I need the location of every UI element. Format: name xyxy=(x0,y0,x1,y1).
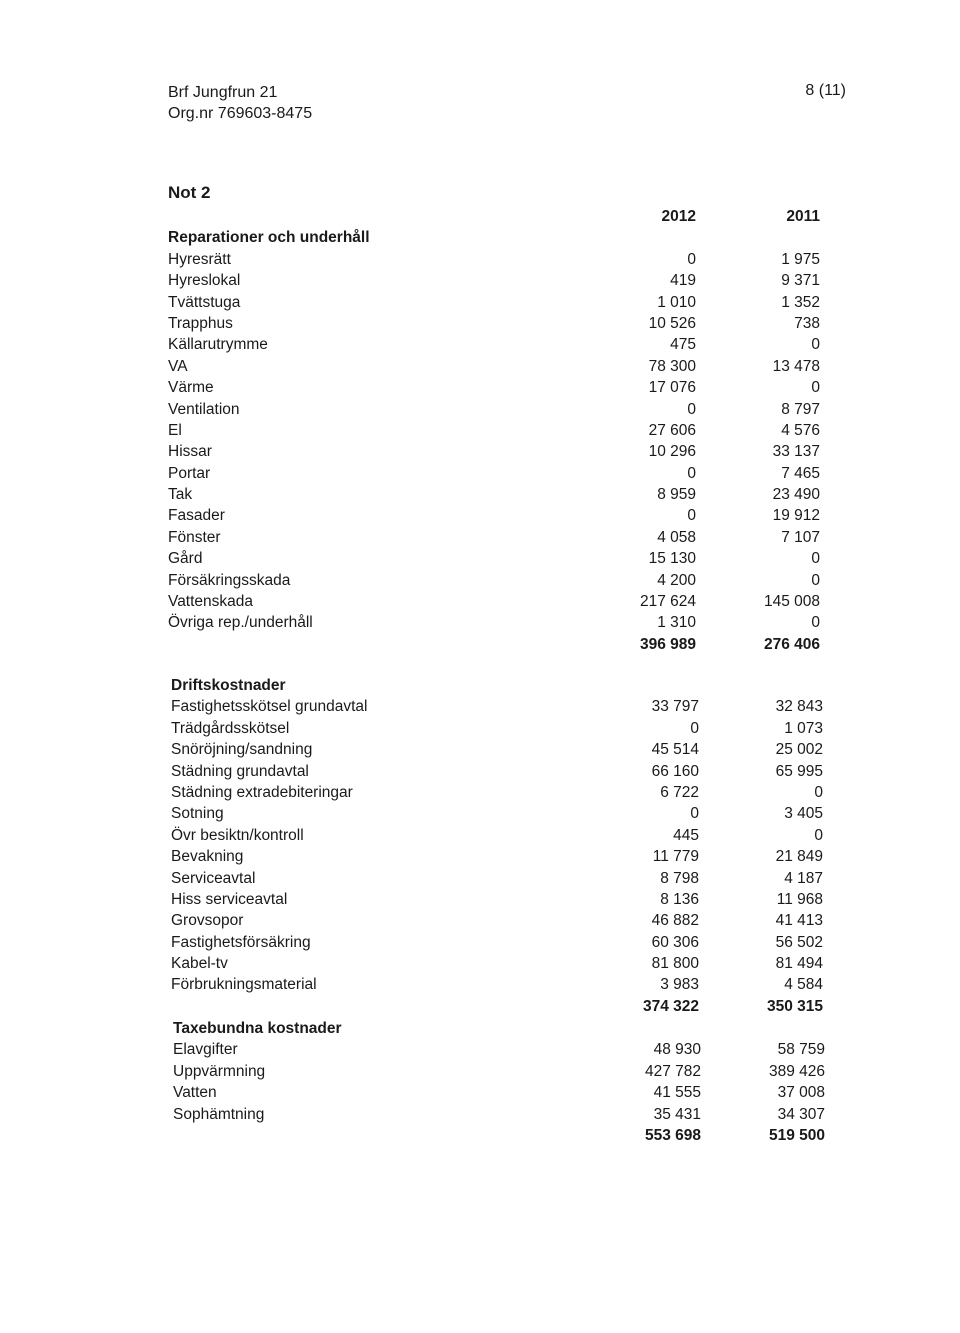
table-row xyxy=(171,825,831,846)
row-label: Snöröjning/sandning xyxy=(171,741,313,759)
value-2011: 32 843 xyxy=(775,698,823,716)
table-row xyxy=(173,1039,833,1060)
row-label: Trädgårdsskötsel xyxy=(171,719,290,737)
row-label: Tak xyxy=(168,486,193,504)
value-2011: 23 490 xyxy=(772,486,820,504)
row-label: Försäkringsskada xyxy=(168,571,291,589)
value-2011: 41 413 xyxy=(775,912,823,930)
table-row xyxy=(173,1104,833,1125)
value-2011: 7 465 xyxy=(781,464,820,482)
table-row xyxy=(168,484,828,505)
repairs-rows xyxy=(168,249,828,634)
total-2011: 276 406 xyxy=(763,635,820,653)
row-label: Sophämtning xyxy=(173,1105,265,1123)
value-2011: 0 xyxy=(814,826,823,844)
value-2012: 60 306 xyxy=(651,933,699,951)
value-2012: 27 606 xyxy=(648,421,696,439)
value-2012: 48 930 xyxy=(653,1041,701,1059)
table-row xyxy=(171,910,831,931)
value-2012: 475 xyxy=(670,336,696,354)
value-2012: 3 983 xyxy=(660,976,699,994)
value-2011: 0 xyxy=(814,783,823,801)
value-2011: 11 968 xyxy=(776,890,823,908)
value-2011: 1 975 xyxy=(781,250,820,268)
value-2012: 0 xyxy=(687,464,696,482)
row-label: Bevakning xyxy=(171,848,244,866)
value-2012: 41 555 xyxy=(653,1084,701,1102)
table-row xyxy=(168,356,828,377)
row-label: Vatten xyxy=(173,1084,217,1102)
repairs-section xyxy=(168,206,828,655)
value-2011: 56 502 xyxy=(775,933,823,951)
total-2011: 350 315 xyxy=(766,997,823,1015)
value-2012: 445 xyxy=(673,826,699,844)
value-2012: 78 300 xyxy=(648,357,696,375)
value-2011: 3 405 xyxy=(784,805,823,823)
table-row xyxy=(171,803,831,824)
row-label: VA xyxy=(168,357,188,375)
value-2011: 1 073 xyxy=(784,719,823,737)
value-2011: 4 187 xyxy=(784,869,823,887)
value-2011: 4 584 xyxy=(784,976,823,994)
row-label: Hyreslokal xyxy=(168,272,241,290)
total-row xyxy=(168,634,828,655)
row-label: Kabel-tv xyxy=(171,955,228,973)
table-row xyxy=(168,334,828,355)
row-label: Grovsopor xyxy=(171,912,244,930)
value-2012: 8 136 xyxy=(660,890,699,908)
value-2012: 427 782 xyxy=(644,1062,701,1080)
row-label: Fastighetsskötsel grundavtal xyxy=(171,698,368,716)
table-row xyxy=(171,782,831,803)
value-2011: 81 494 xyxy=(775,955,823,973)
section-title xyxy=(173,1018,833,1039)
section-title-label: Reparationer och underhåll xyxy=(168,229,370,247)
value-2011: 7 107 xyxy=(781,528,820,546)
table-row xyxy=(168,463,828,484)
table-row xyxy=(168,270,828,291)
row-label: Vattenskada xyxy=(168,593,254,611)
table-row xyxy=(168,527,828,548)
row-label: Trapphus xyxy=(168,314,233,332)
value-2011: 13 478 xyxy=(772,357,820,375)
table-row xyxy=(171,932,831,953)
table-row xyxy=(168,505,828,526)
page-header xyxy=(168,82,312,124)
table-row xyxy=(171,718,831,739)
table-row xyxy=(168,399,828,420)
table-row xyxy=(171,974,831,995)
value-2011: 21 849 xyxy=(775,848,823,866)
row-label: Hiss serviceavtal xyxy=(171,890,288,908)
value-2011: 738 xyxy=(794,314,820,332)
taxes-rows xyxy=(173,1039,833,1125)
table-row xyxy=(168,377,828,398)
value-2012: 1 310 xyxy=(657,614,696,632)
row-label: El xyxy=(168,421,182,439)
value-2011: 0 xyxy=(811,336,820,354)
value-2012: 46 882 xyxy=(651,912,699,930)
table-row xyxy=(171,846,831,867)
value-2012: 0 xyxy=(690,719,699,737)
table-row xyxy=(168,292,828,313)
value-2012: 0 xyxy=(687,507,696,525)
total-2012: 396 989 xyxy=(639,635,696,653)
row-label: Källarutrymme xyxy=(168,336,268,354)
table-row xyxy=(168,548,828,569)
value-2011: 19 912 xyxy=(772,507,820,525)
table-row xyxy=(168,612,828,633)
total-2011: 519 500 xyxy=(768,1126,825,1144)
row-label: Elavgifter xyxy=(173,1041,238,1059)
year-header-row xyxy=(168,206,828,227)
note-title: Not 2 xyxy=(168,183,211,202)
row-label: Övriga rep./underhåll xyxy=(168,614,313,632)
value-2012: 11 779 xyxy=(652,848,699,866)
total-2012: 553 698 xyxy=(644,1126,701,1144)
table-row xyxy=(168,313,828,334)
row-label: Hyresrätt xyxy=(168,250,231,268)
table-row xyxy=(171,739,831,760)
value-2011: 389 426 xyxy=(768,1062,825,1080)
value-2011: 0 xyxy=(811,550,820,568)
value-2011: 4 576 xyxy=(781,421,820,439)
table-row xyxy=(173,1082,833,1103)
value-2012: 4 058 xyxy=(657,528,696,546)
row-label: Förbrukningsmaterial xyxy=(171,976,317,994)
value-2011: 34 307 xyxy=(777,1105,825,1123)
total-2012: 374 322 xyxy=(642,997,699,1015)
value-2012: 81 800 xyxy=(651,955,699,973)
value-2011: 0 xyxy=(811,571,820,589)
value-2011: 37 008 xyxy=(777,1084,825,1102)
operating-rows xyxy=(171,696,831,995)
row-label: Fönster xyxy=(168,528,221,546)
table-row xyxy=(173,1061,833,1082)
row-label: Ventilation xyxy=(168,400,240,418)
org-number: Org.nr 769603-8475 xyxy=(168,105,313,122)
table-row xyxy=(168,249,828,270)
value-2012: 0 xyxy=(687,250,696,268)
value-2011: 8 797 xyxy=(781,400,820,418)
value-2012: 217 624 xyxy=(639,593,696,611)
row-label: Tvättstuga xyxy=(168,293,241,311)
table-row xyxy=(168,441,828,462)
value-2012: 419 xyxy=(670,272,696,290)
total-row xyxy=(173,1125,833,1146)
value-2011: 65 995 xyxy=(775,762,823,780)
value-2012: 8 959 xyxy=(657,486,696,504)
row-label: Städning grundavtal xyxy=(171,762,309,780)
operating-section xyxy=(171,675,831,1017)
value-2012: 35 431 xyxy=(653,1105,701,1123)
section-title xyxy=(168,227,828,248)
row-label: Värme xyxy=(168,379,214,397)
table-row xyxy=(171,696,831,717)
row-label: Hissar xyxy=(168,443,212,461)
table-row xyxy=(168,570,828,591)
value-2012: 17 076 xyxy=(648,379,696,397)
value-2012: 0 xyxy=(687,400,696,418)
table-row xyxy=(171,889,831,910)
year-2011-header: 2011 xyxy=(786,208,820,225)
value-2011: 0 xyxy=(811,379,820,397)
section-title xyxy=(171,675,831,696)
section-title-label: Driftskostnader xyxy=(171,677,286,694)
row-label: Fastighetsförsäkring xyxy=(171,933,311,951)
value-2012: 66 160 xyxy=(651,762,699,780)
table-row xyxy=(171,761,831,782)
value-2011: 33 137 xyxy=(772,443,820,461)
taxes-section xyxy=(173,1018,833,1146)
value-2012: 10 296 xyxy=(648,443,696,461)
row-label: Fasader xyxy=(168,507,225,525)
org-name: Brf Jungfrun 21 xyxy=(168,84,278,101)
value-2011: 25 002 xyxy=(775,741,823,759)
value-2012: 4 200 xyxy=(657,571,696,589)
page-number: 8 (11) xyxy=(805,82,846,99)
row-label: Sotning xyxy=(171,805,224,823)
value-2011: 58 759 xyxy=(777,1041,825,1059)
value-2011: 0 xyxy=(811,614,820,632)
table-row xyxy=(168,591,828,612)
table-row xyxy=(171,868,831,889)
row-label: Gård xyxy=(168,550,203,568)
value-2012: 0 xyxy=(690,805,699,823)
value-2011: 1 352 xyxy=(781,293,820,311)
value-2012: 15 130 xyxy=(648,550,696,568)
row-label: Serviceavtal xyxy=(171,869,256,887)
row-label: Uppvärmning xyxy=(173,1062,266,1080)
value-2012: 1 010 xyxy=(657,293,696,311)
row-label: Övr besiktn/kontroll xyxy=(171,826,304,844)
row-label: Städning extradebiteringar xyxy=(171,783,353,801)
value-2012: 33 797 xyxy=(651,698,699,716)
year-2012-header: 2012 xyxy=(661,208,696,225)
table-row xyxy=(168,420,828,441)
value-2012: 8 798 xyxy=(660,869,699,887)
value-2011: 145 008 xyxy=(763,593,820,611)
section-title-label: Taxebundna kostnader xyxy=(173,1020,342,1037)
row-label: Portar xyxy=(168,464,211,482)
value-2012: 6 722 xyxy=(660,783,699,801)
total-row xyxy=(171,996,831,1017)
value-2012: 45 514 xyxy=(651,741,699,759)
table-row xyxy=(171,953,831,974)
value-2012: 10 526 xyxy=(648,314,696,332)
value-2011: 9 371 xyxy=(781,272,820,290)
